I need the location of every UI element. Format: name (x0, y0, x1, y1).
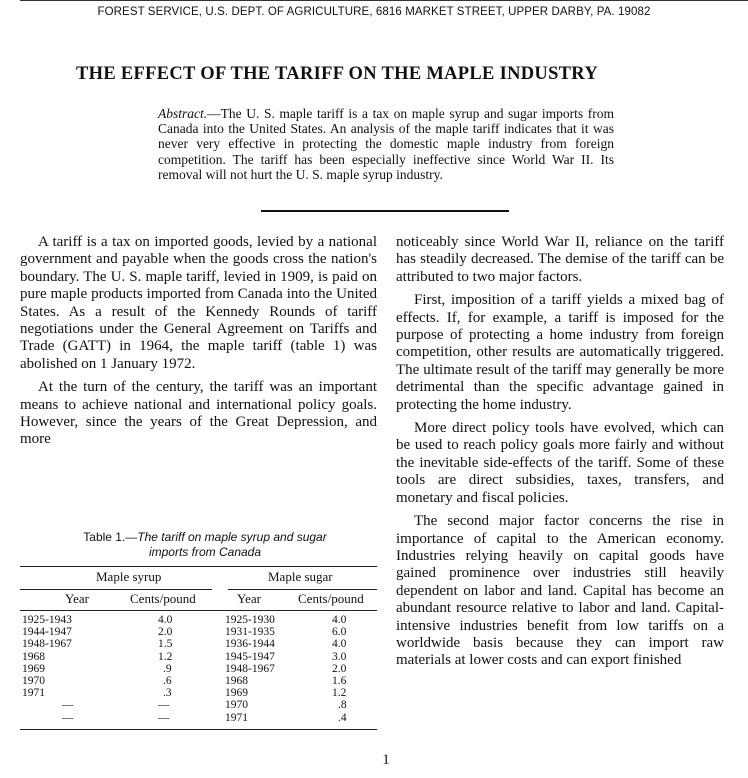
table-header-syrup-cents: Cents/pound (130, 591, 196, 606)
table-caption-label: Table 1. (83, 530, 126, 544)
table-cell: 1970 (225, 699, 248, 712)
table-col-syrup-cents (158, 614, 190, 724)
table-cell: 1944-1947 (22, 626, 72, 639)
table-cell: 2.0 (158, 626, 173, 639)
table-cell: 1948-1967 (22, 638, 72, 651)
table-caption-text: —The tariff on maple syrup and sugar imports from Canada (125, 530, 327, 559)
table-cell: — (158, 711, 170, 724)
table-cell: .4 (338, 711, 347, 724)
table-cell: 3.0 (332, 650, 347, 663)
table-cell: — (62, 711, 74, 724)
table-cell: 1.2 (158, 650, 173, 663)
table-cell: 1968 (225, 674, 248, 687)
table-cell: — (62, 699, 74, 712)
table-group-header-syrup: Maple syrup (96, 569, 162, 584)
table-col-sugar-cents (332, 614, 366, 724)
table-cell: .8 (338, 699, 347, 712)
table-cell: 1931-1935 (225, 626, 275, 639)
table-cell: 1968 (22, 650, 45, 663)
table-cell: 1969 (22, 662, 45, 675)
table-cell: 1971 (22, 687, 45, 700)
table-cell: .6 (163, 674, 172, 687)
table-cell: 4.0 (332, 638, 347, 651)
table-cell: 1.5 (158, 638, 173, 651)
section-divider (261, 210, 509, 212)
paper-title: THE EFFECT OF THE TARIFF ON THE MAPLE INDUSTRY (76, 64, 598, 84)
table-top-rule (20, 566, 377, 567)
table-cell: 1925-1943 (22, 614, 72, 626)
running-head: FOREST SERVICE, U.S. DEPT. OF AGRICULTURE, 6816 MARKET STREET, UPPER DARBY, PA. 19082 (97, 6, 651, 18)
table-header-syrup-year: Year (65, 591, 89, 606)
abstract (158, 106, 614, 182)
body-left-column (20, 234, 377, 455)
table-cell: 1948-1967 (225, 662, 275, 675)
body-paragraph: The second major factor concerns the rise in importance of capital to the American economy. Industries relying heavily on capital goods have gained prominence over industries still heavily dependent on labor and land. Capital has become an abundant resource relative to labor and land. Capital-intensive industries benefit from low tariffs on a worldwide basis because they can import raw materials at lower costs and can export finished (396, 513, 724, 669)
table-cell: 1969 (225, 687, 248, 700)
table-caption (70, 530, 340, 560)
table-cell: 1.6 (332, 674, 347, 687)
body-paragraph: First, imposition of a tariff yields a mixed bag of effects. If, for example, a tariff is imposed for the purpose of protecting a home industry from foreign competition, other results are automatically triggered. The ultimate result of the tariff may generally be more detrimental than the specific advantage gained in protecting the home industry. (396, 292, 724, 413)
body-paragraph: A tariff is a tax on imported goods, levied by a national government and payable when the goods cross the nation's boundary. The U. S. maple tariff, levied in 1909, is paid on pure maple products imported from Canada into the United States. As a result of the Kennedy Rounds of tariff negotiations under the General Agreement on Tariffs and Trade (GATT) in 1964, the maple tariff (table 1) was abolished on 1 January 1972. (20, 234, 377, 372)
table-cell: 1936-1944 (225, 638, 275, 651)
table-cell: 6.0 (332, 626, 347, 639)
body-right-column (396, 234, 724, 676)
table-cell: 2.0 (332, 662, 347, 675)
table-group-rule-sugar (228, 589, 377, 590)
table-cell: 1945-1947 (225, 650, 275, 663)
table-header-rule (20, 610, 377, 611)
table-cell: 1971 (225, 711, 248, 724)
table-cell: — (158, 699, 170, 712)
header-rule (20, 0, 748, 1)
table-bottom-rule (20, 729, 377, 730)
table-col-sugar-years (225, 614, 305, 724)
table-group-header-sugar: Maple sugar (268, 569, 333, 584)
table-cell: 1.2 (332, 687, 347, 700)
table-cell: 4.0 (158, 614, 173, 626)
table-cell: .3 (163, 687, 172, 700)
body-paragraph: At the turn of the century, the tariff was an important means to achieve national and international policy goals. However, since the years of the Great Depression, and more (20, 379, 377, 448)
table-col-syrup-years (22, 614, 112, 724)
table-cell: 4.0 (332, 614, 347, 626)
abstract-label: Abstract. (158, 106, 208, 121)
page-number: 1 (382, 752, 390, 768)
table-cell: 1970 (22, 674, 45, 687)
abstract-text: —The U. S. maple tariff is a tax on maple syrup and sugar imports from Canada into the United States. An analysis of the maple tariff indicates that it was never very effective in protecting the domestic maple industry from foreign competition. The tariff has been especially ineffective since World War II. Its removal will not hurt the U. S. maple syrup industry. (158, 106, 614, 182)
table-header-sugar-year: Year (237, 591, 261, 606)
body-paragraph: More direct policy tools have evolved, which can be used to reach policy goals more fairly and without the inevitable side-effects of the tariff. Some of these tools are direct subsidies, taxes, transfers, and monetary and fiscal policies. (396, 420, 724, 506)
table-cell: 1925-1930 (225, 614, 275, 626)
table-header-sugar-cents: Cents/pound (298, 591, 364, 606)
body-paragraph-continued: noticeably since World War II, reliance on the tariff has steadily decreased. The demise of the tariff can be attributed to two major factors. (396, 234, 724, 285)
table-cell: .9 (163, 662, 172, 675)
table-group-rule-syrup (20, 589, 212, 590)
